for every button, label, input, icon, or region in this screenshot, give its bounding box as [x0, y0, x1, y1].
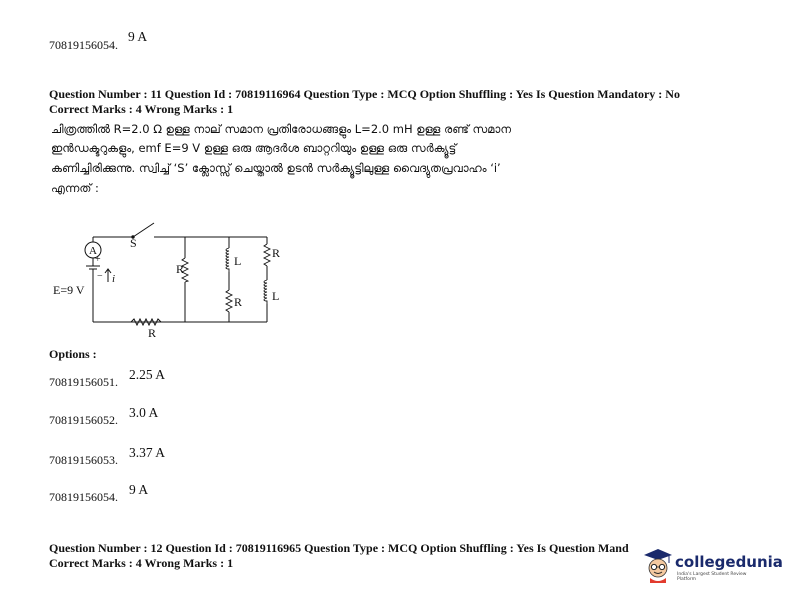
ammeter-label: A	[89, 245, 97, 257]
logo-tagline: India's Largest Student Review Platform	[677, 572, 747, 582]
question-text-line-2: ഇൻഡക്ടറുകളും, emf E=9 V ഉള്ള ഒരു ആദർശ ബാറ്ററിയും ഉള്ള ഒരു സർക്യൂട്ട്	[51, 141, 457, 155]
question-text-line-3: കണിച്ചിരിക്കുന്നു. സ്വിച്ച് ‘S’ ക്ലോസ്സ് ചെയ്താൽ ഉടൻ സർക്യൂട്ടിലുള്ള വൈദ്യുതപ്രവാഹം ‘i’	[51, 161, 501, 175]
battery-minus: −	[97, 271, 103, 282]
resistor-label-branch1: R	[176, 262, 185, 276]
battery-plus: +	[95, 254, 101, 265]
prev-option-value: 9 A	[128, 29, 148, 44]
option-number: 70819156053.	[49, 453, 118, 467]
option-value[interactable]: 3.0 A	[129, 405, 159, 420]
option-value[interactable]: 2.25 A	[129, 367, 166, 382]
prev-option-number: 70819156054.	[49, 38, 118, 52]
resistor-label-bottom: R	[148, 326, 157, 340]
resistor-label-branch3: R	[272, 246, 281, 260]
logo-wordmark: collegedunia	[675, 553, 783, 571]
resistor-label-branch2: R	[234, 295, 243, 309]
question-marks: Correct Marks : 4 Wrong Marks : 1	[49, 102, 234, 116]
question-text-line-4: എന്നത് :	[51, 181, 99, 195]
circuit-diagram	[48, 222, 298, 347]
next-question-marks: Correct Marks : 4 Wrong Marks : 1	[49, 556, 234, 570]
inductor-label-branch3: L	[272, 289, 280, 303]
next-question-header: Question Number : 12 Question Id : 70819116965 Question Type : MCQ Option Shuffling : Yes Is Question Mand	[49, 541, 629, 555]
question-header: Question Number : 11 Question Id : 70819116964 Question Type : MCQ Option Shuffling : Yes Is Question Mandatory : No	[49, 87, 680, 101]
inductor-label-branch2: L	[234, 254, 242, 268]
switch-label: S	[130, 236, 137, 250]
options-label: Options :	[49, 347, 97, 361]
collegedunia-logo	[643, 545, 783, 585]
current-label: i	[112, 273, 116, 285]
battery-label: E=9 V	[53, 283, 85, 297]
question-text-line-1: ചിത്രത്തിൽ R=2.0 Ω ഉള്ള നാല് സമാന പ്രതിരോധങ്ങളും L=2.0 mH ഉള്ള രണ്ട് സമാന	[51, 122, 512, 136]
option-number: 70819156054.	[49, 490, 118, 504]
mascot-icon	[643, 547, 673, 583]
option-value[interactable]: 9 A	[129, 482, 149, 497]
option-number: 70819156052.	[49, 413, 118, 427]
option-number: 70819156051.	[49, 375, 118, 389]
option-value[interactable]: 3.37 A	[129, 445, 166, 460]
